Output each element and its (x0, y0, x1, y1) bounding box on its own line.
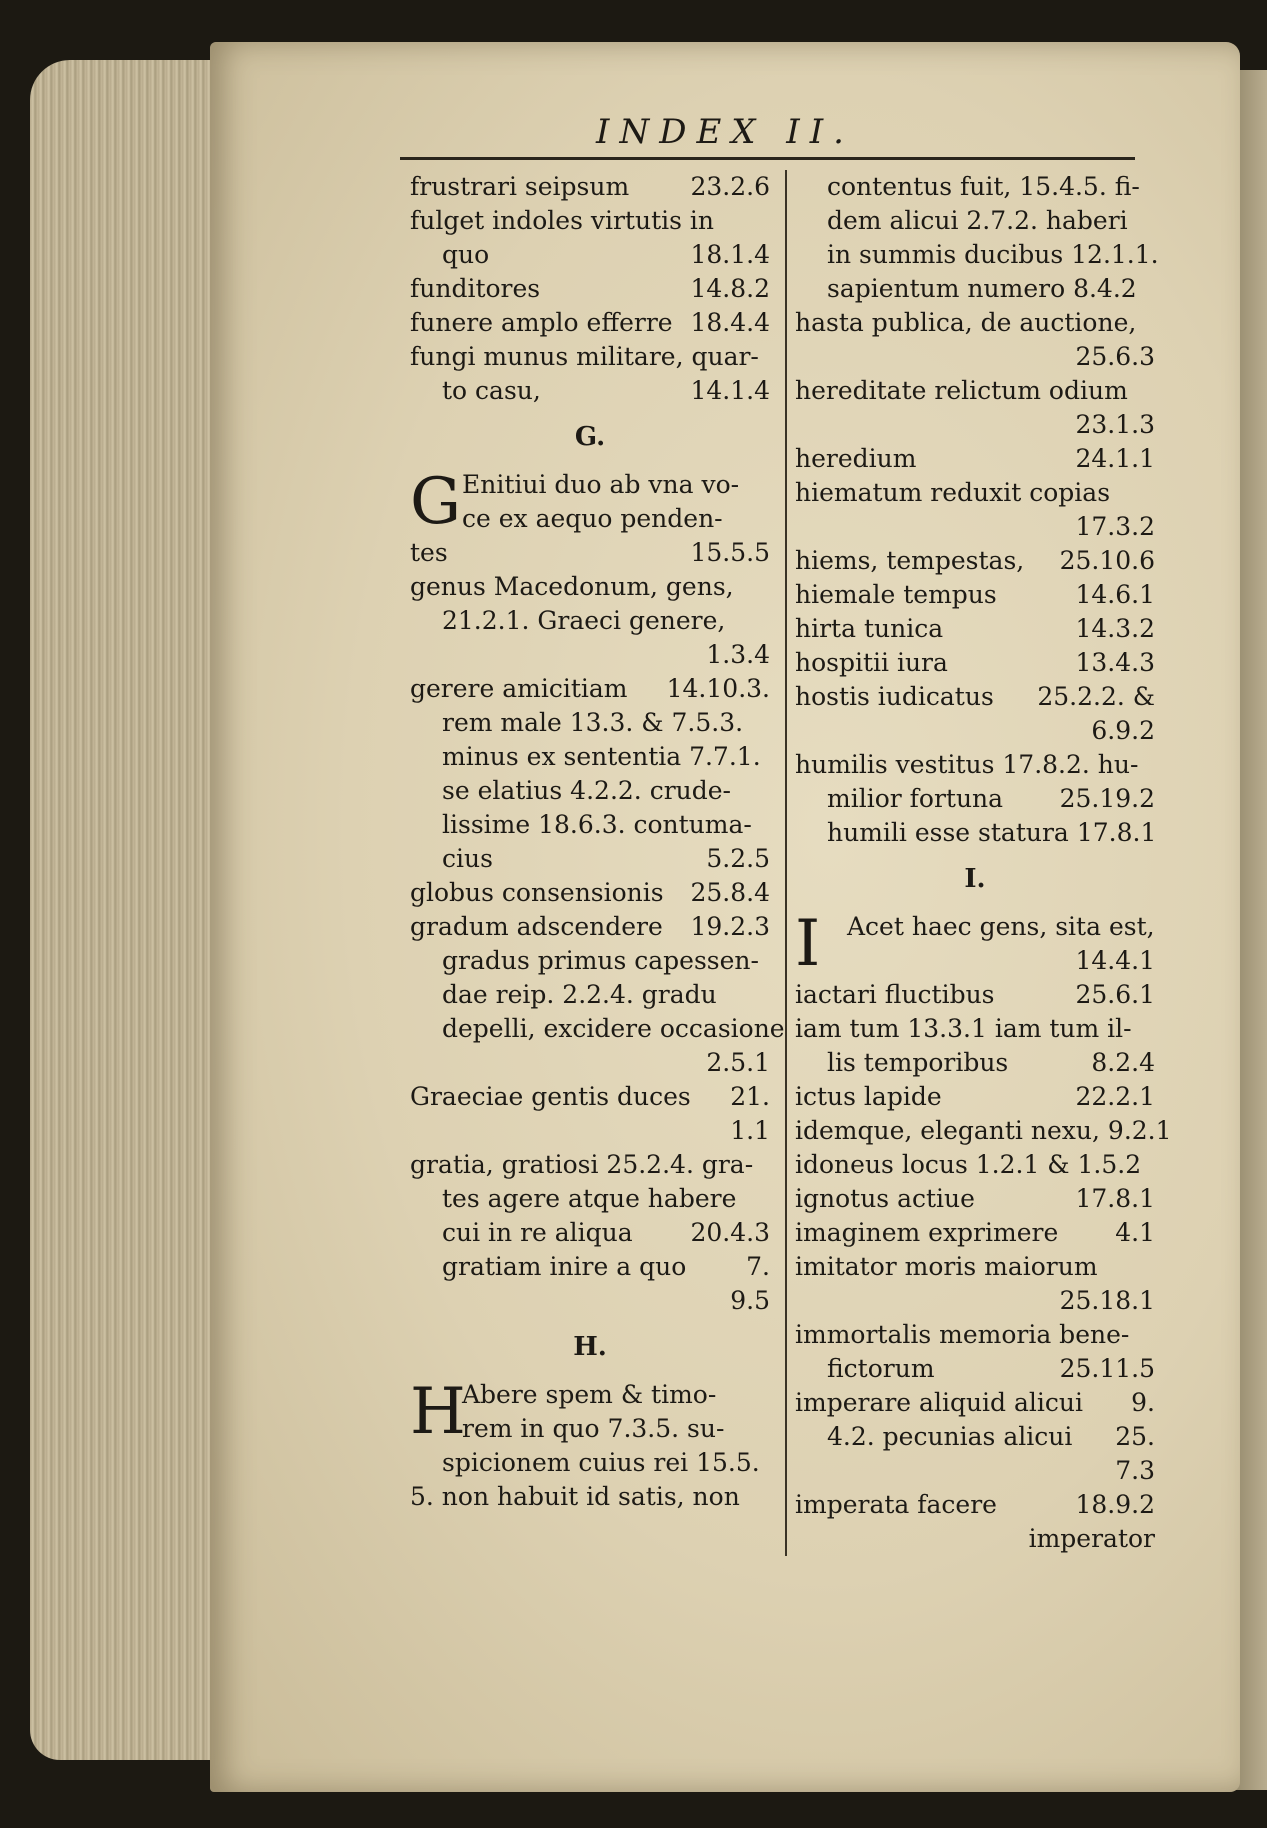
entry-text: iam tum 13.3.1 iam tum il- (795, 1014, 1132, 1043)
entry-text: fulget indoles virtutis in (410, 206, 714, 235)
entry-reference: 15.5.5 (690, 538, 770, 567)
index-entry-line (410, 1284, 770, 1318)
entry-reference: 17.3.2 (1075, 512, 1155, 541)
index-entry-line (795, 1284, 1155, 1318)
index-entry-line (795, 1012, 1155, 1046)
index-entry-line (795, 1046, 1155, 1080)
index-entry-line (410, 774, 770, 808)
entry-text: gradum adscendere (410, 912, 663, 941)
entry-text: to casu, (442, 376, 541, 405)
entry-text: quo (442, 240, 490, 269)
index-entry-line (795, 612, 1155, 646)
entry-reference: 14.1.4 (690, 376, 770, 405)
index-entry-line (410, 876, 770, 910)
entry-text: funere amplo efferre (410, 308, 673, 337)
index-entry-line (410, 842, 770, 876)
index-entry-line (410, 944, 770, 978)
entry-text: in summis ducibus 12.1.1. (827, 240, 1159, 269)
index-entry-line (410, 374, 770, 408)
index-entry-line (795, 1080, 1155, 1114)
index-entry-line (410, 536, 770, 570)
entry-text: humili esse statura (827, 818, 1069, 847)
entry-text: rem male 13.3. & 7.5.3. (442, 708, 744, 737)
index-entry-line (795, 510, 1155, 544)
entry-text: cui in re aliqua (442, 1218, 633, 1247)
index-entry-line (795, 680, 1155, 714)
index-column-left (410, 170, 785, 1514)
index-entry-line (410, 706, 770, 740)
entry-reference: 1.1 (730, 1116, 770, 1145)
index-entry-line (795, 170, 1155, 204)
entry-text: Graeciae gentis duces (410, 1082, 691, 1111)
entry-reference: 9. (1131, 1388, 1155, 1417)
entry-text: imperata facere (795, 1490, 997, 1519)
entry-text: hereditate relictum odium (795, 376, 1128, 405)
entry-text: gerere amicitiam (410, 674, 628, 703)
index-entry-line (410, 272, 770, 306)
entry-text: imperare aliquid alicui (795, 1388, 1083, 1417)
index-entry-line (410, 502, 770, 536)
entry-text: genus Macedonum, gens, (410, 572, 734, 601)
entry-text: tes agere atque habere (442, 1184, 737, 1213)
entry-reference: 25.6.3 (1075, 342, 1155, 371)
entry-text: ictus lapide (795, 1082, 942, 1111)
index-entry-line (410, 204, 770, 238)
entry-text: hostis iudicatus (795, 682, 994, 711)
index-entry-line (795, 1148, 1155, 1182)
entry-text: hospitii iura (795, 648, 948, 677)
entry-text: Enitiui duo ab vna vo- (462, 470, 740, 499)
index-column-right (785, 170, 1172, 1556)
index-entry-line (410, 1114, 770, 1148)
index-entry-line (410, 638, 770, 672)
index-entry-line (410, 1148, 770, 1182)
entry-text: hiemale tempus (795, 580, 997, 609)
entry-reference: 24.1.1 (1075, 444, 1155, 473)
entry-reference: 14.6.1 (1075, 580, 1155, 609)
section-letter-heading: I. (964, 864, 986, 894)
entry-reference: 19.2.3 (690, 912, 770, 941)
entry-text: spicionem cuius rei 15.5. (442, 1448, 760, 1477)
index-entry-line (795, 782, 1155, 816)
page-block-edge (30, 60, 240, 1760)
entry-reference: 7. (746, 1252, 770, 1281)
index-entry-line (795, 374, 1155, 408)
index-entry-line (795, 306, 1155, 340)
index-entry-line (410, 1080, 770, 1114)
entry-reference: 18.4.4 (690, 308, 770, 337)
entry-text: immortalis memoria bene- (795, 1320, 1130, 1349)
index-entry-line (795, 1454, 1155, 1488)
entry-text: imitator moris maiorum (795, 1252, 1098, 1281)
index-entry-line (795, 442, 1155, 476)
index-entry-line (795, 1250, 1155, 1284)
entry-reference: 2.5.1 (706, 1048, 770, 1077)
drop-capital: G (410, 465, 462, 539)
index-entry-line (410, 570, 770, 604)
entry-reference: 25.18.1 (1059, 1286, 1155, 1315)
entry-reference: 23.2.6 (690, 172, 770, 201)
index-entry-line (410, 910, 770, 944)
entry-text: minus ex sententia 7.7.1. (442, 742, 761, 771)
entry-reference: 9.5 (730, 1286, 770, 1315)
entry-reference: 13.4.3 (1075, 648, 1155, 677)
entry-reference: 25.11.5 (1059, 1354, 1155, 1383)
index-entry-line (795, 1114, 1172, 1148)
entry-text: gratia, gratiosi 25.2.4. gra- (410, 1150, 754, 1179)
entry-text: gradus primus capessen- (442, 946, 759, 975)
entry-reference: 7.3 (1115, 1456, 1155, 1485)
entry-reference: 8.2.4 (1091, 1048, 1155, 1077)
entry-text: imaginem exprimere (795, 1218, 1059, 1247)
entry-text: rem in quo 7.3.5. su- (462, 1414, 725, 1443)
entry-reference: 25. (1115, 1422, 1155, 1451)
index-entry-line (410, 1480, 770, 1514)
entry-text: hasta publica, de auctione, (795, 308, 1137, 337)
entry-text: gratiam inire a quo (442, 1252, 687, 1281)
entry-text: globus consensionis (410, 878, 664, 907)
entry-text: iactari fluctibus (795, 980, 995, 1009)
index-entry-line (795, 1386, 1155, 1420)
index-entry-line (795, 476, 1155, 510)
entry-reference: 21. (730, 1082, 770, 1111)
entry-text: tes (410, 538, 448, 567)
entry-text: Abere spem & timo- (462, 1380, 717, 1409)
index-entry-line (410, 1216, 770, 1250)
entry-reference: 17.8.1 (1075, 1184, 1155, 1213)
index-entry-line (795, 1182, 1155, 1216)
entry-reference: 14.4.1 (1075, 946, 1155, 975)
entry-text: hirta tunica (795, 614, 944, 643)
index-entry-line (795, 1318, 1155, 1352)
entry-text: milior fortuna (827, 784, 1004, 813)
index-entry-line (410, 306, 770, 340)
entry-reference: 25.8.4 (690, 878, 770, 907)
entry-reference: 25.2.2. & (1037, 682, 1155, 711)
index-entry-line (795, 748, 1155, 782)
entry-reference: 18.9.2 (1075, 1490, 1155, 1519)
index-entry-line (410, 340, 770, 374)
entry-text: hiems, tempestas, (795, 546, 1025, 575)
index-entry-line (795, 1420, 1155, 1454)
index-entry-line (795, 340, 1155, 374)
index-entry-line (410, 808, 770, 842)
page-header: INDEX II. (596, 112, 854, 152)
section-letter-heading: G. (574, 422, 606, 452)
entry-text: Acet haec gens, sita est, (847, 912, 1155, 941)
index-entry-line (795, 238, 1159, 272)
entry-text: ignotus actiue (795, 1184, 975, 1213)
entry-text: 5. non habuit id satis, non (410, 1482, 740, 1511)
entry-text: fungi munus militare, quar- (410, 342, 759, 371)
entry-text: cius (442, 844, 493, 873)
entry-reference: 25.19.2 (1059, 784, 1155, 813)
entry-reference: 1.3.4 (706, 640, 770, 669)
drop-capital: I (795, 907, 821, 981)
index-entry-line (795, 544, 1155, 578)
entry-reference: 4.1 (1115, 1218, 1155, 1247)
index-entry-line (410, 672, 770, 706)
entry-reference: 14.3.2 (1075, 614, 1155, 643)
index-entry-line (410, 1250, 770, 1284)
index-entry-line (795, 408, 1155, 442)
entry-reference: 18.1.4 (690, 240, 770, 269)
index-entry-line (410, 1446, 770, 1480)
index-entry-line (795, 1352, 1155, 1386)
index-entry-line (795, 978, 1155, 1012)
entry-reference: 14.8.2 (690, 274, 770, 303)
entry-reference: 5.2.5 (706, 844, 770, 873)
entry-text: lis temporibus (827, 1048, 1009, 1077)
entry-reference: 25.10.6 (1059, 546, 1155, 575)
entry-text: hiematum reduxit copias (795, 478, 1111, 507)
section-letter-heading: H. (573, 1332, 607, 1362)
index-entry-line (410, 740, 770, 774)
index-entry-line (795, 816, 1155, 850)
entry-text: 4.2. pecunias alicui (827, 1422, 1073, 1451)
entry-text: depelli, excidere occasione (442, 1014, 785, 1043)
entry-text: idemque, eleganti nexu, (795, 1116, 1100, 1145)
entry-reference: 14.10.3. (666, 674, 770, 703)
entry-text: frustrari seipsum (410, 172, 630, 201)
entry-text: 21.2.1. Graeci genere, (442, 606, 726, 635)
entry-reference: 17.8.1 (1076, 818, 1157, 847)
index-entry-line (795, 1488, 1155, 1522)
entry-text: humilis vestitus 17.8.2. hu- (795, 750, 1139, 779)
entry-text: funditores (410, 274, 541, 303)
entry-text: sapientum numero 8.4.2 (827, 274, 1137, 303)
index-entry-line (795, 944, 1155, 978)
index-entry-line (795, 578, 1155, 612)
entry-reference: imperator (1028, 1524, 1155, 1553)
index-entry-line (795, 1216, 1155, 1250)
entry-text: dem alicui 2.7.2. haberi (827, 206, 1128, 235)
index-entry-line (410, 238, 770, 272)
index-entry-line (410, 978, 770, 1012)
entry-reference: 6.9.2 (1091, 716, 1155, 745)
entry-text: se elatius 4.2.2. crude- (442, 776, 731, 805)
index-entry-line (410, 1182, 770, 1216)
entry-text: contentus fuit, 15.4.5. fi- (827, 172, 1140, 201)
entry-reference: 9.2.1 (1107, 1116, 1172, 1145)
index-entry-line (410, 604, 770, 638)
entry-reference: 25.6.1 (1075, 980, 1155, 1009)
index-entry-line (410, 170, 770, 204)
entry-text: ce ex aequo penden- (462, 504, 723, 533)
entry-text: lissime 18.6.3. contuma- (442, 810, 752, 839)
index-entry-line (795, 272, 1155, 306)
index-entry-line (795, 204, 1155, 238)
entry-reference: 22.2.1 (1075, 1082, 1155, 1111)
index-entry-line (795, 1522, 1155, 1556)
entry-reference: 20.4.3 (690, 1218, 770, 1247)
index-entry-line (410, 1012, 785, 1046)
index-entry-line (795, 646, 1155, 680)
entry-text: heredium (795, 444, 917, 473)
book-page (210, 42, 1240, 1792)
index-entry-line (795, 714, 1155, 748)
entry-text: idoneus locus 1.2.1 & 1.5.2 (795, 1150, 1142, 1179)
index-entry-line (410, 1046, 770, 1080)
entry-text: dae reip. 2.2.4. gradu (442, 980, 717, 1009)
entry-reference: 23.1.3 (1075, 410, 1155, 439)
drop-capital: H (410, 1375, 466, 1449)
header-rule (400, 157, 1135, 160)
entry-text: fictorum (827, 1354, 935, 1383)
